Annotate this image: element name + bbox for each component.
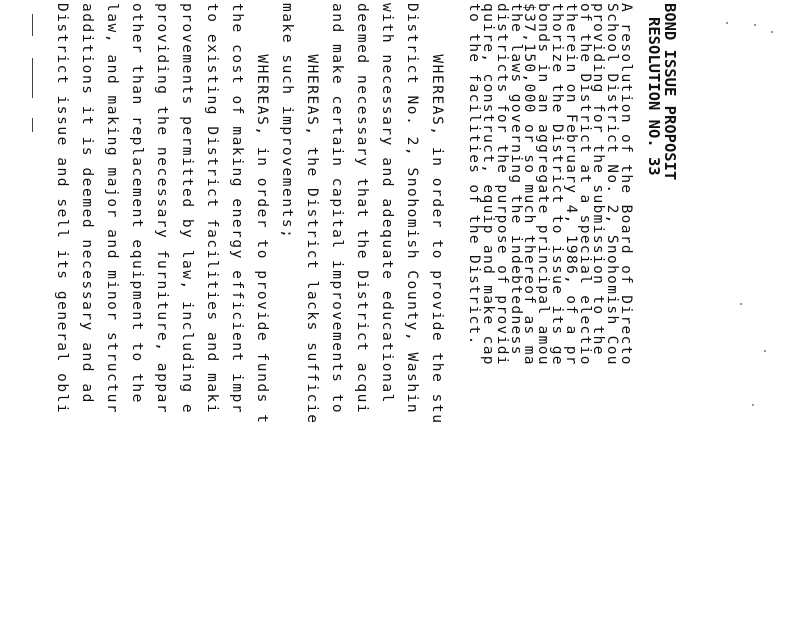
body-line: WHEREAS, the District lacks sufficie — [304, 3, 321, 425]
body-line: other than replacement equipment to the — [129, 3, 146, 404]
body-line: providing the necessary furniture, appar — [154, 3, 171, 415]
scan-edge-mark — [32, 58, 33, 98]
body-line: additions it is deemed necessary and ad — [79, 3, 96, 404]
summary-line: districts for the purpose of providi — [493, 3, 510, 366]
body-line: District No. 2, Snohomish County, Washin — [404, 3, 421, 415]
resolution-document — [49, 3, 678, 615]
summary-line: to the facilities of the District. — [466, 3, 483, 346]
body-line: and make certain capital improvements to — [329, 3, 346, 415]
body-line: deemed necessary that the District acqui — [354, 3, 371, 415]
summary-line: of the District at a special electio — [576, 3, 593, 366]
heading-line: BOND ISSUE PROPOSIT — [661, 3, 679, 181]
body-line: to existing District facilities and maki — [204, 3, 221, 415]
body-line: WHEREAS, in order to provide the stu — [429, 3, 446, 425]
summary-line: $37,150,000 or so much thereof as ma — [521, 3, 538, 366]
summary-line: quire, construct, equip and make cap — [480, 3, 497, 366]
summary-line: providing for the submission to the — [590, 3, 607, 356]
body-line: law, and making major and minor structur — [104, 3, 121, 415]
body-line: provements permitted by law, including e — [179, 3, 196, 415]
body-line: District issue and sell its general obli — [54, 3, 71, 415]
summary-line: thorize the District to issue its ge — [549, 3, 566, 366]
summary-line: bonds in an aggregate principal amou — [535, 3, 552, 366]
summary-line: the laws governing the indebtedness — [507, 3, 524, 356]
scan-edge-mark — [32, 118, 33, 132]
summary-line: therein on February 4, 1986, of a pr — [562, 3, 579, 366]
document-heading — [646, 3, 678, 615]
body-line: the cost of making energy efficient impr — [229, 3, 246, 415]
body-line: WHEREAS, in order to provide funds t — [254, 3, 271, 425]
summary-line: A resolution of the Board of Directo — [618, 3, 634, 366]
resolution-summary — [466, 3, 632, 615]
scan-edge-mark — [32, 14, 33, 36]
summary-line: School District No. 2, Snohomish Cou — [604, 3, 621, 366]
heading-line: RESOLUTION NO. 33 — [645, 17, 663, 176]
resolution-body — [49, 3, 449, 615]
body-line: make such improvements; — [279, 3, 296, 240]
body-line: with necessary and adequate educational — [379, 3, 396, 404]
